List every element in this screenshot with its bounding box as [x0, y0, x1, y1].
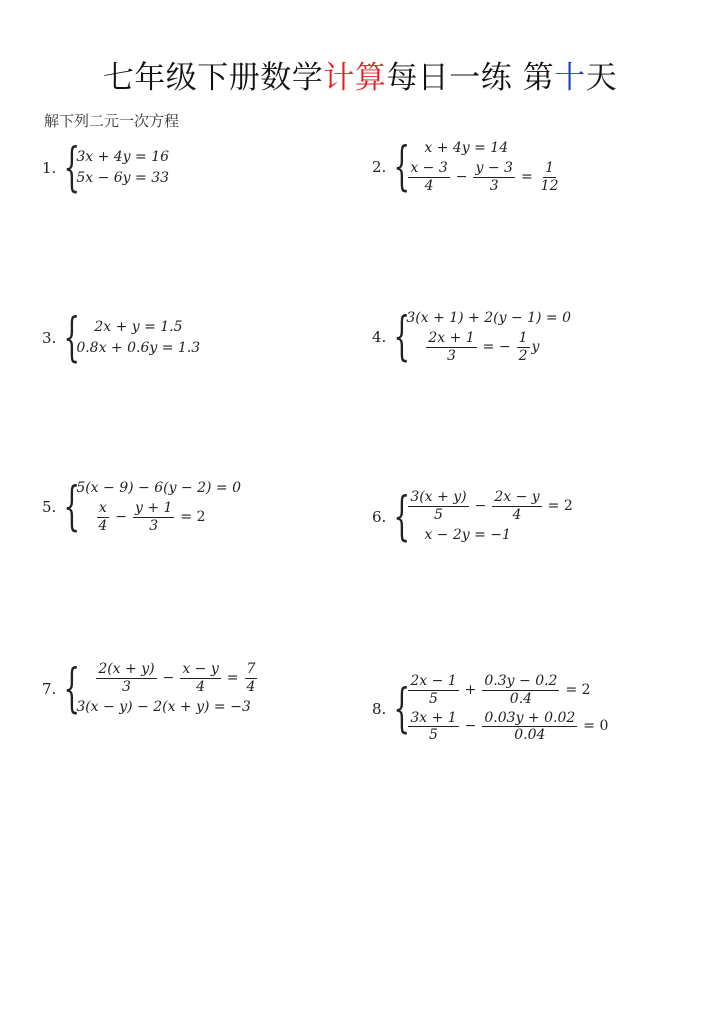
denominator: 3	[149, 517, 159, 534]
equation: 5x − 6y = 33	[76, 170, 170, 186]
equals-two: = 2	[180, 508, 206, 525]
numerator: 0.3y − 0.2	[484, 673, 558, 689]
fraction	[408, 489, 468, 524]
operator: −	[115, 508, 127, 525]
fraction	[180, 661, 220, 696]
equals-sign: =	[520, 168, 533, 185]
brace: {	[393, 486, 411, 547]
problem-number: 2.	[372, 157, 387, 176]
denominator: 5	[433, 506, 443, 523]
equation: 3(x − y) − 2(x + y) = −3	[76, 698, 251, 715]
fraction	[482, 710, 577, 745]
problem-number: 7.	[42, 679, 57, 698]
problem-number: 6.	[372, 507, 387, 526]
denominator: 5	[429, 727, 438, 744]
numerator: x	[98, 499, 107, 516]
equation-system	[76, 660, 259, 717]
fraction	[408, 160, 449, 195]
fraction	[517, 330, 530, 365]
problem-8	[372, 672, 612, 745]
denominator: 4	[196, 678, 205, 695]
equation: 3(x + 1) + 2(y − 1) = 0	[406, 310, 572, 326]
problem-number: 3.	[42, 329, 57, 347]
variable: y	[531, 338, 540, 355]
brace: {	[63, 138, 81, 198]
brace: {	[63, 308, 81, 368]
numerator: 7	[246, 661, 256, 677]
numerator: 0.03y + 0.02	[484, 709, 576, 726]
equation	[406, 709, 612, 746]
operator: −	[474, 497, 487, 514]
brace: {	[63, 658, 81, 719]
numerator: 2x − 1	[410, 673, 457, 689]
problem-number: 5.	[42, 497, 57, 516]
equation: x − 2y = −1	[424, 526, 511, 543]
numerator: 2x − y	[494, 489, 540, 505]
denominator: 4	[98, 517, 108, 534]
problem-2	[372, 138, 563, 195]
equation-system	[406, 488, 576, 545]
equation: 3x + 4y = 16	[76, 149, 170, 166]
numerator: x − 3	[410, 159, 448, 176]
problem-4	[372, 308, 571, 365]
equation	[76, 499, 241, 536]
operator: −	[455, 168, 468, 185]
denominator: 5	[429, 690, 438, 707]
operator: −	[464, 718, 477, 735]
denominator: 4	[246, 678, 256, 695]
problem-5	[42, 478, 241, 535]
fraction	[133, 500, 174, 535]
equals-value: = 2	[565, 681, 591, 698]
operator: +	[464, 681, 477, 698]
numerator: y − 3	[475, 159, 513, 176]
numerator: 1	[518, 329, 528, 346]
fraction	[426, 330, 476, 365]
numerator: y + 1	[134, 499, 173, 516]
instruction-text: 解下列二元一次方程	[44, 112, 180, 130]
equation	[76, 660, 259, 697]
fraction	[245, 661, 258, 696]
denominator: 3	[447, 347, 456, 364]
problem-7	[42, 660, 259, 717]
problem-6	[372, 488, 577, 545]
operator: −	[162, 669, 175, 686]
numerator: 3x + 1	[410, 709, 457, 726]
fraction	[482, 673, 559, 708]
page-title	[0, 52, 720, 97]
equation-system	[406, 308, 571, 365]
brace: {	[393, 678, 411, 739]
equals-sign: =	[226, 669, 239, 686]
fraction	[539, 160, 561, 195]
fraction	[96, 661, 156, 696]
brace: {	[393, 136, 411, 197]
equation	[406, 159, 562, 196]
numerator: x − y	[182, 661, 219, 677]
denominator: 3	[489, 177, 499, 194]
title-part-3: 每日一练 第	[386, 60, 555, 96]
equation-system	[406, 138, 562, 195]
equation: 0.8x + 0.6y = 1.3	[76, 340, 201, 356]
title-highlight-red: 计算	[323, 60, 387, 96]
denominator: 3	[121, 678, 131, 695]
equation: 2x + y = 1.5	[94, 319, 183, 336]
title-part-1: 七年级下册数学	[102, 60, 324, 96]
fraction	[492, 489, 541, 524]
numerator: 3(x + y)	[410, 489, 467, 505]
fraction	[408, 710, 458, 745]
equation	[406, 672, 612, 709]
title-part-5: 天	[585, 60, 618, 96]
fraction	[473, 160, 514, 195]
problem-1	[42, 138, 170, 198]
numerator: 1	[545, 159, 555, 176]
fraction	[408, 673, 458, 708]
title-highlight-blue: 十	[554, 60, 586, 96]
equation: x + 4y = 14	[424, 140, 509, 156]
equation-system	[76, 147, 169, 189]
equation	[406, 329, 571, 366]
denominator: 0.04	[514, 727, 546, 744]
problem-number: 4.	[372, 327, 387, 346]
equation: 5(x − 9) − 6(y − 2) = 0	[76, 480, 242, 496]
problem-number: 1.	[42, 159, 57, 177]
equation-system	[76, 478, 241, 535]
problem-number: 8.	[372, 699, 387, 718]
equals-value: = 0	[583, 718, 609, 735]
numerator: 2x + 1	[428, 329, 475, 346]
operator: = −	[482, 338, 511, 355]
brace: {	[63, 476, 81, 537]
equation	[406, 488, 576, 525]
denominator: 2	[518, 347, 528, 364]
denominator: 0.4	[509, 690, 533, 707]
equals-two: = 2	[547, 497, 573, 514]
denominator: 4	[424, 177, 434, 194]
equation-system	[406, 672, 612, 745]
fraction	[96, 500, 109, 535]
denominator: 12	[540, 177, 559, 194]
equation-system	[76, 317, 200, 359]
problem-3	[42, 308, 201, 368]
denominator: 4	[512, 506, 522, 523]
brace: {	[393, 306, 411, 367]
numerator: 2(x + y)	[98, 661, 155, 677]
